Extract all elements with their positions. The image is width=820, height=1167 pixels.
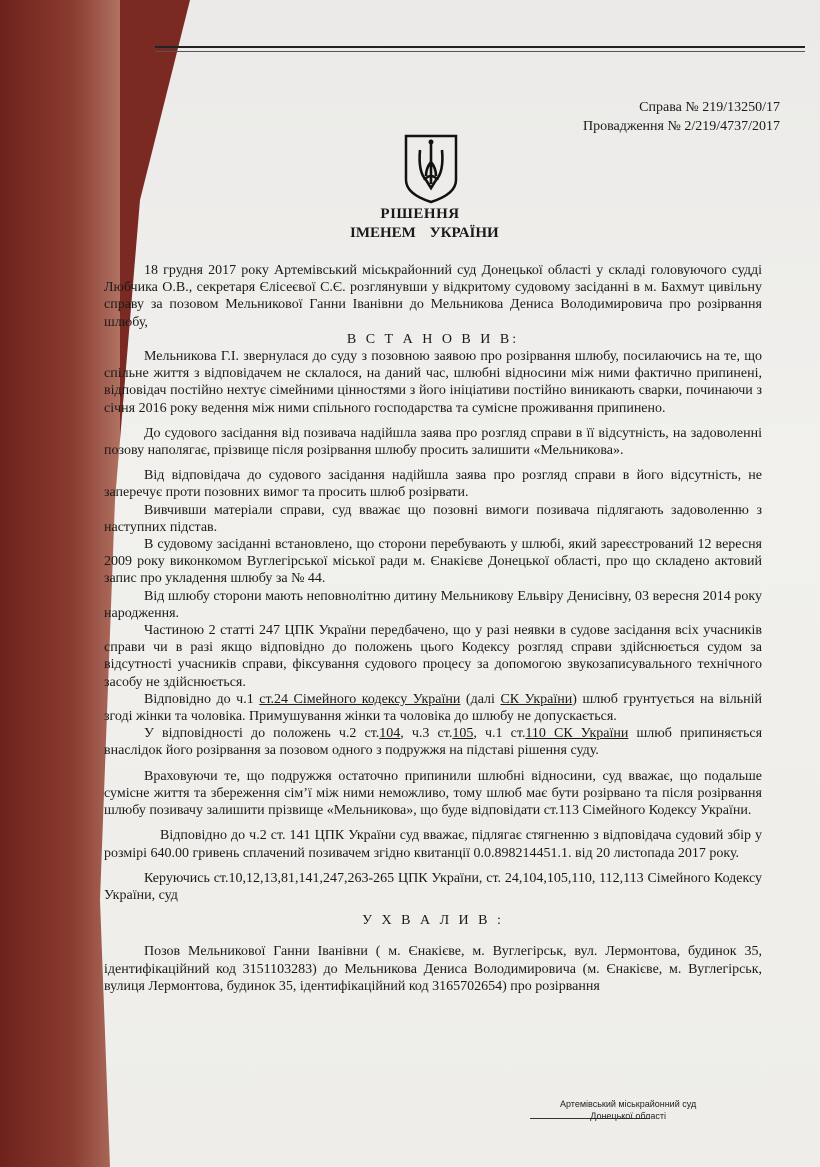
top-rule	[155, 46, 805, 48]
coat-of-arms-icon	[402, 132, 460, 204]
case-info	[583, 98, 780, 136]
decision-paragraph: Позов Мельникової Ганни Іванівни ( м. Єнакієве, м. Вуглегірськ, вул. Лермонтова, будинок 35, ідентифікаційний код 3151103283) до Мельникова Дениса Володимировича (м. Єнакієве, м. Вуглегірськ, вулиця Лермонтова, будинок 35, ідентифікаційний код 3165702654) про розірвання	[104, 944, 762, 994]
text-run: шлюб припиняється внаслідок його розірвання за позовом одного з подружжя на підставі рішення суду.	[104, 726, 763, 759]
law-link[interactable]: 104	[379, 726, 401, 742]
paragraph: Мельникова Г.І. звернулася до суду з позовною заявою про розірвання шлюбу, посилаючись на те, що спільне життя з відповідачем не склалося, на даний час, шлюбні відносини між ними фактично припинені, відповідач постійно нехтує сімейними цінностями з його ініціативи постійно виникають сварки, починаючи з січня 2016 року ведення між ними спільного господарства та сумісне проживання припинено.	[104, 349, 762, 416]
text-run: (далі	[460, 691, 501, 707]
paragraph: Вивчивши матеріали справи, суд вважає що позовні вимоги позивача підлягають задоволенню з наступних підстав.	[104, 502, 762, 535]
paragraph	[104, 691, 762, 725]
paragraph: Від відповідача до судового засідання надійшла заява про розгляд справи в його відсутність, не заперечує проти позовних вимог та просить шлюб розірвати.	[104, 468, 762, 501]
paragraph: Відповідно до ч.2 ст. 141 ЦПК України суд вважає, підлягає стягненню з відповідача судовий збір у розмірі 640.00 гривень сплачений позивачем згідно квитанції 0.0.898214451.1. від 20 листопада 2017 року.	[104, 828, 762, 861]
text-run: , ч.1 ст.	[473, 726, 526, 742]
stamp-line-1: Артемівський міськрайонний суд	[560, 1099, 697, 1109]
court-stamp	[560, 1098, 696, 1122]
heading-established: В С Т А Н О В И В:	[346, 331, 520, 347]
paragraph: Частиною 2 статті 247 ЦПК України передбачено, що у разі неявки в судове засідання всіх учасників справи чи в разі якщо відповідно до положень цього Кодексу розгляд справи здійснюється судом за відсутності учасників справи, фіксування судового процесу за допомогою звукозаписувального технічного засобу не здійснюється.	[104, 623, 762, 690]
case-number: Справа № 219/13250/17	[639, 100, 780, 115]
law-link[interactable]: 105	[452, 726, 474, 742]
paragraph: Від шлюбу сторони мають неповнолітню дитину Мельникову Ельвіру Денисівну, 03 вересня 2014 року народження.	[104, 588, 762, 621]
stamp-line-2: Донецької області	[590, 1111, 666, 1121]
text-run: У відповідності до положень ч.2 ст.	[144, 726, 380, 742]
paragraph: Враховуючи те, що подружжя остаточно припинили шлюбні відносини, суд вважає, що подальше сумісне життя та збереження сім’ї між ними неможливо, тому шлюб має бути розірвано та після розірвання шлюбу позивачу залишити прізвище «Мельникова», що буде відповідати ст.113 Сімейного Кодексу України.	[104, 768, 762, 819]
top-rule-secondary	[155, 51, 805, 52]
proceeding-number: Провадження № 2/219/4737/2017	[582, 119, 780, 134]
paragraph: В судовому засіданні встановлено, що сторони перебувають у шлюбі, який зареєстрований 12 вересня 2009 року виконкомом Вуглегірської міської ради м. Єнакієве Донецької області, про що складено актовий запис про укладення шлюбу за № 44.	[104, 537, 762, 587]
paragraph: До судового засідання від позивача надійшла заява про розгляд справи в її відсутність, на задоволенні позову наполягає, прізвище після розірвання шлюбу просить залишити «Мельникова».	[104, 425, 762, 459]
paragraph	[104, 725, 762, 759]
law-link[interactable]: СК України	[500, 691, 573, 707]
document-body	[104, 262, 762, 995]
law-link[interactable]: 110 СК України	[525, 726, 629, 742]
text-run: Відповідно до ч.1	[144, 691, 260, 707]
intro-paragraph: 18 грудня 2017 року Артемівський міськрайонний суд Донецької області у складі головуючого судді Любчика О.В., секретаря Єлісеєвої С.Є. розглянувши у відкритому судовому засіданні в м. Бахмут цивільну справу за позовом Мельникової Ганни Іванівни до Мельникова Дениса Володимировича про розірвання шлюбу,	[104, 263, 762, 330]
document-subtitle: ІМЕНЕМ УКРАЇНИ	[350, 225, 499, 241]
heading-decided: У Х В А Л И В :	[362, 913, 504, 929]
document-title: РІШЕННЯ	[380, 206, 460, 222]
text-run: , ч.3 ст.	[400, 726, 453, 742]
background-edge	[0, 0, 120, 1167]
paragraph: Керуючись ст.10,12,13,81,141,247,263-265 ЦПК України, ст. 24,104,105,110, 112,113 Сімейного Кодексу України, суд	[104, 870, 762, 903]
law-link[interactable]: ст.24 Сімейного кодексу України	[259, 691, 461, 707]
text-run: ) шлюб грунтується на вільній згоді жінки та чоловіка. Примушування жінки та чоловіка до шлюбу не допускається.	[104, 691, 763, 725]
